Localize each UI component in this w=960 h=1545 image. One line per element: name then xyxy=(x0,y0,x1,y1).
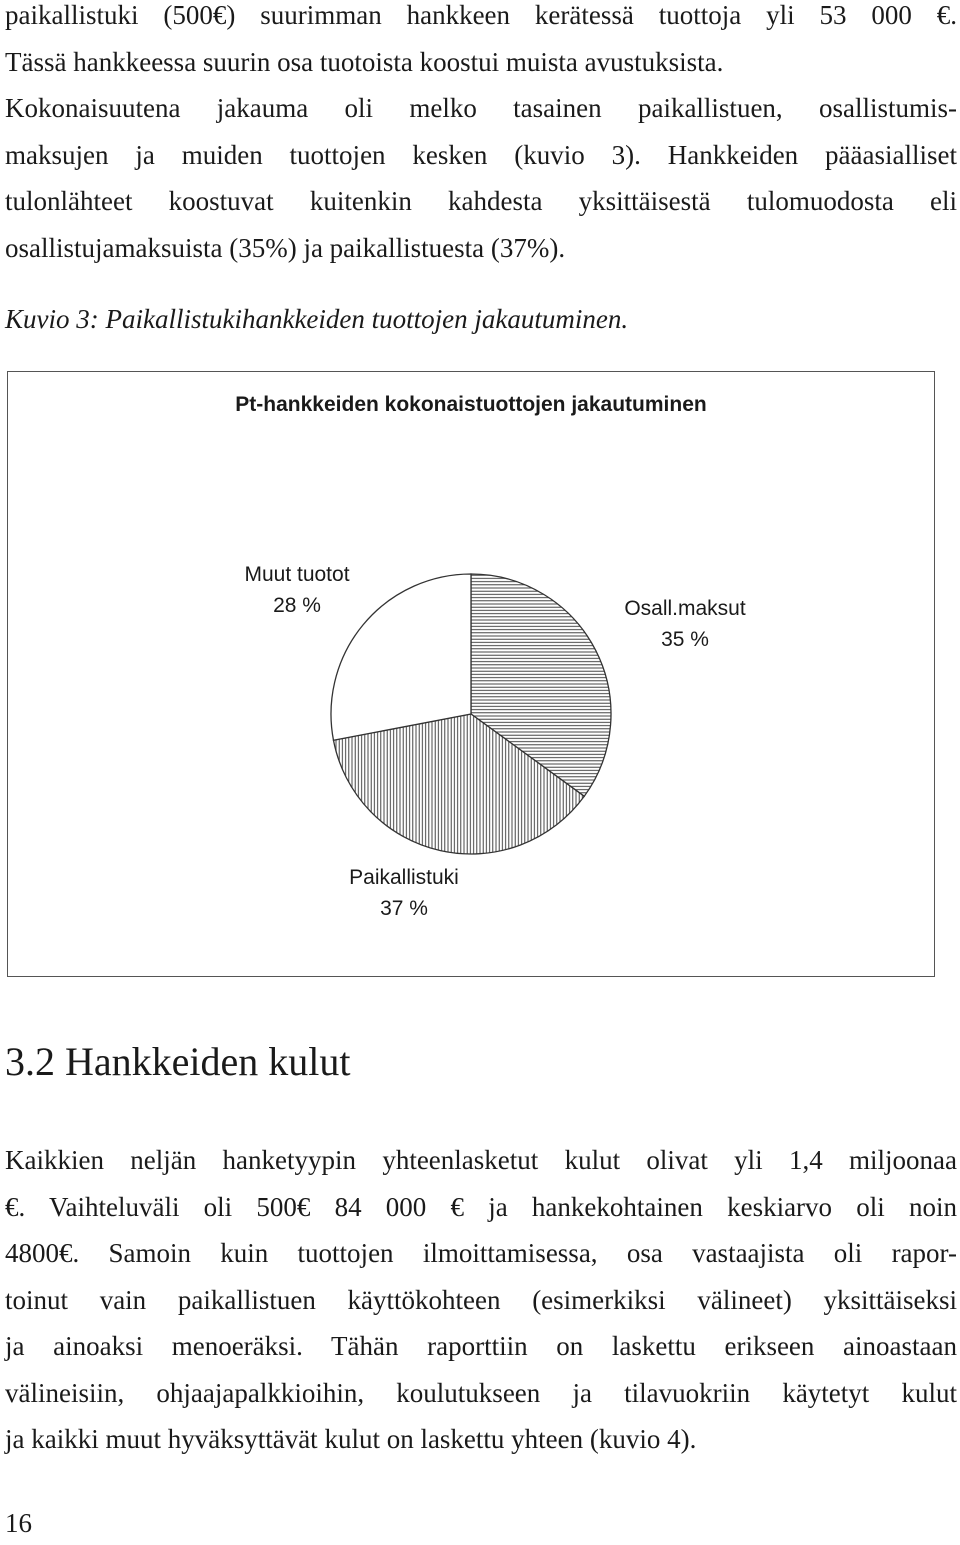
figure-caption: Kuvio 3: Paikallistukihankkeiden tuottojen jakautuminen. xyxy=(5,304,629,334)
pie-label-name: Osall.maksut xyxy=(624,597,746,620)
paragraph-line: Kaikkien neljän hanketyypin yhteenlasketut kulut olivat yli 1,4 miljoonaa xyxy=(5,1145,957,1175)
paragraph-line: ja ainoaksi menoeräksi. Tähän raporttiin on laskettu erikseen ainoastaan xyxy=(5,1331,957,1361)
chart-title: Pt-hankkeiden kokonaistuottojen jakautuminen xyxy=(235,393,707,416)
paragraph-line: paikallistuki (500€) suurimman hankkeen kerätessä tuottoja yli 53 000 €. xyxy=(5,0,957,30)
pie-label-name: Muut tuotot xyxy=(244,563,350,586)
paragraph-line: toinut vain paikallistuen käyttökohteen (esimerkiksi välineet) yksittäiseksi xyxy=(5,1284,957,1315)
pie-slices xyxy=(331,574,611,854)
body-paragraph-1 xyxy=(5,0,957,271)
paragraph-line: €. Vaihteluväli oli 500€ 84 000 € ja hankekohtainen keskiarvo oli noin xyxy=(5,1191,957,1222)
paragraph-line: Kokonaisuutena jakauma oli melko tasainen paikallistuen, osallistumis- xyxy=(5,93,957,123)
body-paragraph-2 xyxy=(5,1137,957,1463)
paragraph-line: osallistujamaksuista (35%) ja paikallistuesta (37%). xyxy=(5,232,566,263)
pie-slice-muut-tuotot xyxy=(331,574,471,740)
paragraph-line: välineisiin, ohjaajapalkkioihin, koulutukseen ja tilavuokriin käytetyt kulut xyxy=(5,1377,957,1408)
paragraph-line: tulonlähteet koostuvat kuitenkin kahdesta yksittäisestä tulomuodosta eli xyxy=(5,186,957,216)
pie-label-value: 37 % xyxy=(380,897,428,920)
paragraph-line: ja kaikki muut hyväksyttävät kulut on laskettu yhteen (kuvio 4). xyxy=(5,1424,697,1454)
pie-label-value: 35 % xyxy=(661,628,709,651)
pie-label-name: Paikallistuki xyxy=(349,866,459,889)
pie-label-value: 28 % xyxy=(273,594,321,617)
paragraph-line: 4800€. Samoin kuin tuottojen ilmoittamisessa, osa vastaajista oli rapor- xyxy=(5,1238,957,1268)
paragraph-line: maksujen ja muiden tuottojen kesken (kuvio 3). Hankkeiden pääasialliset xyxy=(5,139,957,170)
page-number: 16 xyxy=(5,1508,32,1538)
section-heading: 3.2 Hankkeiden kulut xyxy=(5,1039,351,1084)
paragraph-line: Tässä hankkeessa suurin osa tuotoista koostui muista avustuksista. xyxy=(5,46,724,77)
pie-chart xyxy=(8,372,934,976)
chart-frame xyxy=(7,371,935,977)
